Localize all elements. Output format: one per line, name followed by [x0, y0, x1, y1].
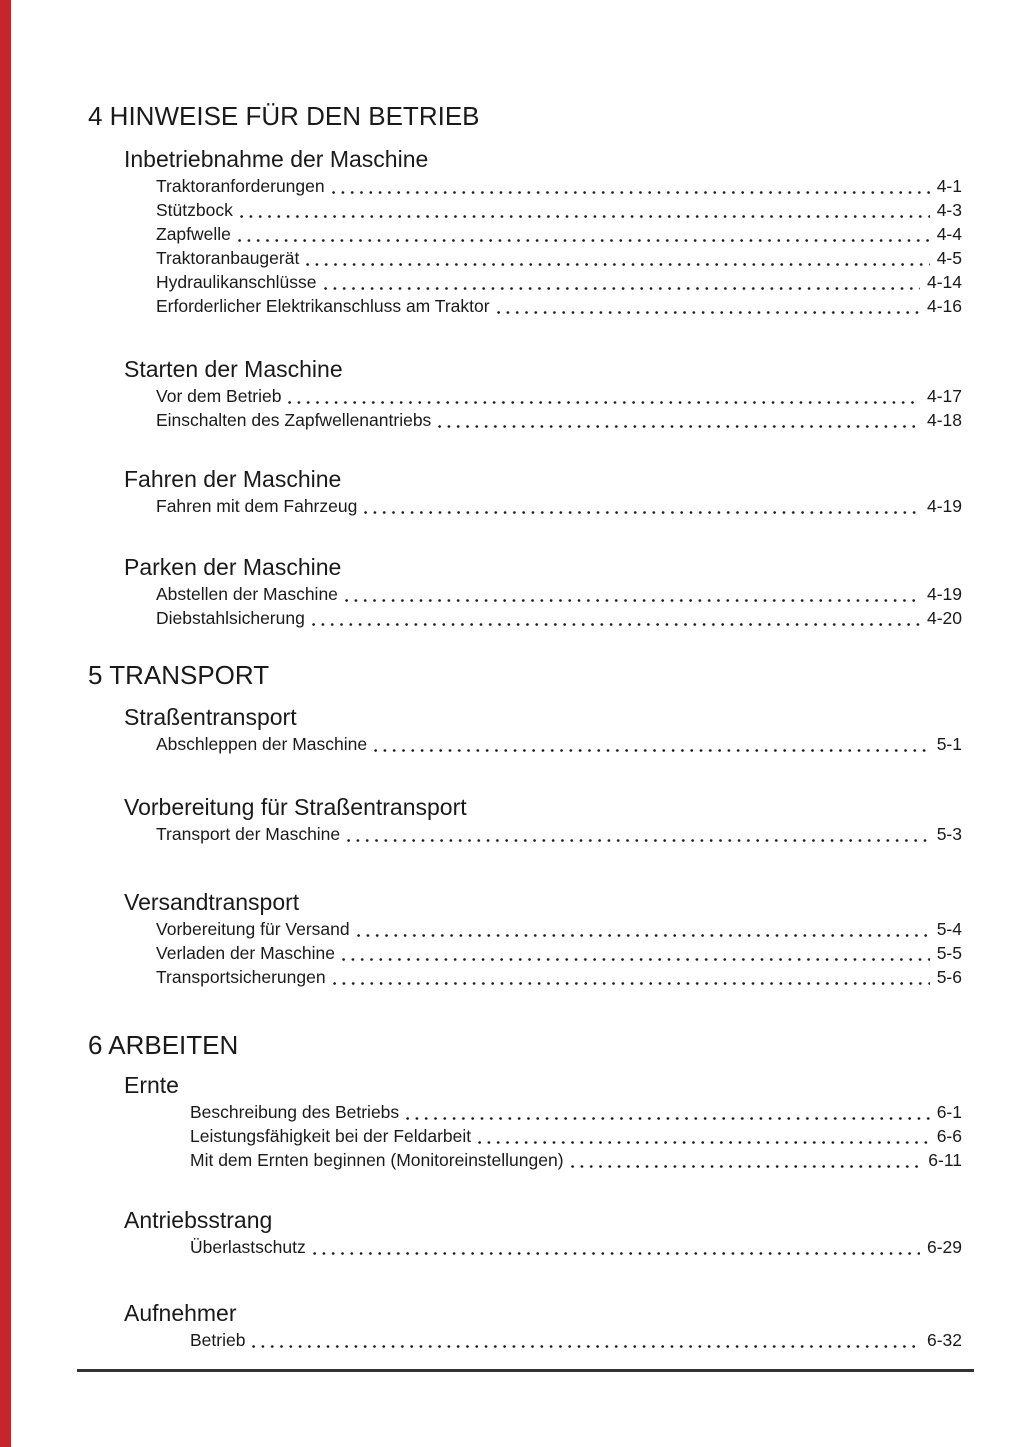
toc-entry [156, 917, 962, 941]
dot-leader [478, 1124, 930, 1148]
dot-leader [252, 1328, 920, 1352]
toc-entry [156, 408, 962, 432]
dot-leader [313, 1235, 920, 1259]
group-heading-starten: Starten der Maschine [124, 356, 343, 382]
page-number: 4-20 [926, 608, 962, 628]
toc-entry-label: Diebstahlsicherung [156, 608, 305, 628]
group-heading-strassentransport: Straßentransport [124, 704, 297, 730]
toc-entry [156, 822, 962, 846]
toc-entry [156, 732, 962, 756]
dot-leader [342, 941, 930, 965]
toc-entry [156, 270, 962, 294]
section-heading-4: 4 HINWEISE FÜR DEN BETRIEB [88, 101, 480, 131]
dot-leader [347, 822, 930, 846]
toc-entry [156, 965, 962, 989]
toc-entry-label: Abschleppen der Maschine [156, 734, 368, 754]
page-number: 4-1 [936, 176, 962, 196]
toc-entry-label: Überlastschutz [190, 1237, 306, 1257]
dot-leader [312, 606, 920, 630]
section-heading-5: 5 TRANSPORT [88, 660, 270, 690]
toc-entry-label: Betrieb [190, 1330, 246, 1350]
page-number: 5-4 [936, 919, 962, 939]
toc-entry [156, 246, 962, 270]
toc-entry-label: Vorbereitung für Versand [156, 919, 350, 939]
toc-entry [156, 606, 962, 630]
toc-entry-label: Abstellen der Maschine [156, 584, 338, 604]
toc-entry-label: Hydraulikanschlüsse [156, 272, 317, 292]
toc-entry-label: Traktoranbaugerät [156, 248, 300, 268]
toc-entry [156, 294, 962, 318]
dot-leader [345, 582, 920, 606]
page-number: 4-19 [926, 584, 962, 604]
left-accent-bar [0, 0, 11, 1447]
toc-entry [156, 494, 962, 518]
page-number: 4-3 [936, 200, 962, 220]
page-number: 5-5 [936, 943, 962, 963]
dot-leader [240, 198, 930, 222]
toc-entry-label: Transportsicherungen [156, 967, 326, 987]
dot-leader [306, 246, 929, 270]
page-number: 4-4 [936, 224, 962, 244]
toc-entry [190, 1328, 962, 1352]
page-number: 4-16 [926, 296, 962, 316]
dot-leader [357, 917, 930, 941]
page-number: 4-5 [936, 248, 962, 268]
footer-rule [77, 1369, 974, 1372]
toc-entry-label: Vor dem Betrieb [156, 386, 282, 406]
toc-entry [190, 1148, 962, 1172]
dot-leader [288, 384, 919, 408]
toc-entry [156, 582, 962, 606]
toc-entry [156, 941, 962, 965]
toc-entry-label: Erforderlicher Elektrikanschluss am Traktor [156, 296, 490, 316]
group-heading-vorbereitung-strassentransport: Vorbereitung für Straßentransport [124, 794, 467, 820]
dot-leader [374, 732, 930, 756]
group-heading-inbetriebnahme: Inbetriebnahme der Maschine [124, 146, 429, 172]
page-number: 5-1 [936, 734, 962, 754]
toc-entry-label: Fahren mit dem Fahrzeug [156, 496, 358, 516]
dot-leader [332, 174, 930, 198]
toc-entry [156, 222, 962, 246]
group-heading-parken: Parken der Maschine [124, 554, 342, 580]
toc-entry-label: Leistungsfähigkeit bei der Feldarbeit [190, 1126, 472, 1146]
toc-entry [190, 1235, 962, 1259]
page-number: 4-14 [926, 272, 962, 292]
page-number: 4-18 [926, 410, 962, 430]
toc-entry [156, 174, 962, 198]
dot-leader [364, 494, 920, 518]
page-number: 6-6 [936, 1126, 962, 1146]
toc-entry-label: Traktoranforderungen [156, 176, 325, 196]
dot-leader [571, 1148, 922, 1172]
dot-leader [324, 270, 920, 294]
group-heading-fahren: Fahren der Maschine [124, 466, 342, 492]
page-number: 5-3 [936, 824, 962, 844]
group-heading-aufnehmer: Aufnehmer [124, 1300, 237, 1326]
page-number: 4-17 [926, 386, 962, 406]
toc-entry-label: Einschalten des Zapfwellenantriebs [156, 410, 432, 430]
toc-entry-label: Zapfwelle [156, 224, 231, 244]
toc-entry-label: Verladen der Maschine [156, 943, 335, 963]
toc-entry-label: Mit dem Ernten beginnen (Monitoreinstellungen) [190, 1150, 564, 1170]
page-number: 5-6 [936, 967, 962, 987]
toc-entry [156, 384, 962, 408]
toc-entry [156, 198, 962, 222]
dot-leader [406, 1100, 930, 1124]
group-heading-versandtransport: Versandtransport [124, 889, 300, 915]
page-number: 6-29 [926, 1237, 962, 1257]
group-heading-ernte: Ernte [124, 1072, 179, 1098]
dot-leader [238, 222, 930, 246]
toc-entry [190, 1100, 962, 1124]
toc-entry-label: Transport der Maschine [156, 824, 341, 844]
dot-leader [438, 408, 920, 432]
page-number: 6-11 [928, 1150, 962, 1170]
group-heading-antriebsstrang: Antriebsstrang [124, 1207, 273, 1233]
toc-entry-label: Stützbock [156, 200, 233, 220]
section-heading-6: 6 ARBEITEN [88, 1030, 239, 1060]
dot-leader [497, 294, 920, 318]
page-number: 6-1 [936, 1102, 962, 1122]
toc-entry [190, 1124, 962, 1148]
toc-entry-label: Beschreibung des Betriebs [190, 1102, 400, 1122]
page-number: 4-19 [926, 496, 962, 516]
page-number: 6-32 [926, 1330, 962, 1350]
dot-leader [333, 965, 930, 989]
